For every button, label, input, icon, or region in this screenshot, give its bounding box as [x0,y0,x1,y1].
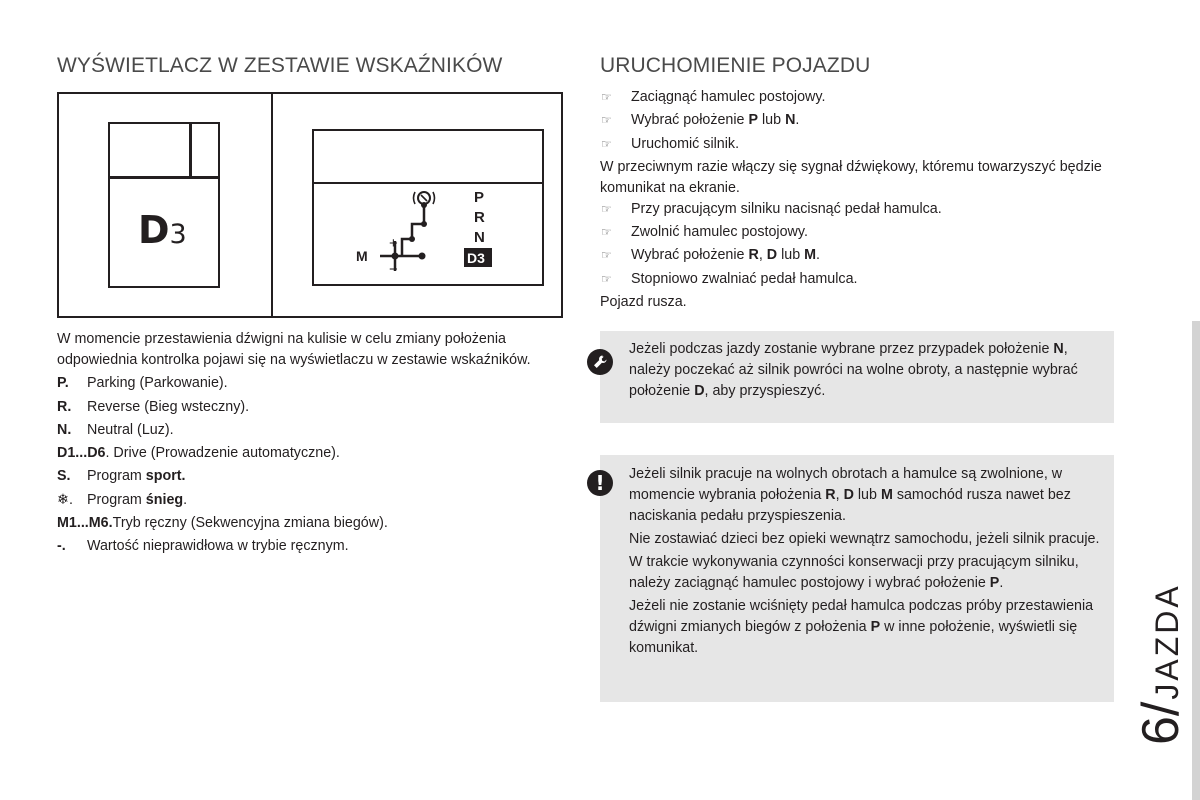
gear-indicator: D3 [138,208,187,252]
wrench-icon [587,349,613,375]
result-paragraph: Pojazd rusza. [600,294,687,311]
definition-item: M1...M6. Tryb ręczny (Sekwencyjna zmiana biegów). [57,515,388,532]
gear-gate-diagram [314,131,546,288]
definition-item: D1...D6 . Drive (Prowadzenie automatyczne). [57,445,340,462]
chapter-number: 6 [1132,716,1190,745]
gate-label-r: R [474,209,485,226]
definition-item: N. Neutral (Luz). [57,421,174,438]
pointing-hand-icon: ☞ [601,113,612,128]
gate-label-m: M [356,248,368,264]
display-panel-simple [108,122,220,288]
step-item: ☞ Wybrać położenie P lub N. [600,110,1120,131]
section-title-display: WYŚWIETLACZ W ZESTAWIE WSKAŹNIKÓW [57,54,503,77]
gate-label-n: N [474,229,485,246]
step-item: ☞ Przy pracującym silniku nacisnąć pedał hamulca. [600,199,1120,220]
section-title-start: URUCHOMIENIE POJAZDU [600,54,871,77]
pointing-hand-icon: ☞ [601,90,612,104]
left-body-text [57,329,567,557]
pointing-hand-icon: ☞ [601,225,612,240]
warning-paragraph: W przeciwnym razie włączy się sygnał dźwiękowy, któremu towarzyszyć będzie komunikat na ekranie. [600,158,1102,196]
warning-note: ! Jeżeli silnik pracuje na wolnych obrotach a hamulce są zwolnione, w momencie wybrania położenia R, D lub M samochód rusza nawet bez naciskania pedału przyspieszenia. Nie zostawiać dzieci bez opieki wewnątrz samochodu, jeżeli silnik pracuje. W trakcie wykonywania czynności konserwacji przy pracującym silniku, należy zaciągnąć hamulec postojowy i wybrać położenie P. Jeżeli nie zostanie wciśnięty pedał hamulca podczas próby przestawienia dźwigni zmianych biegów z położenia P w inne położenie, wyświetli się komunikat. [600,455,1114,702]
gate-label-minus: − [389,261,398,278]
figure-divider [271,94,273,316]
display-panel-gate [312,129,544,286]
definition-item: P. Parking (Parkowanie). [57,375,228,392]
definition-item: R. Reverse (Bieg wsteczny). [57,398,250,415]
info-note: Jeżeli podczas jazdy zostanie wybrane przez przypadek położenie N, należy poczekać aż silnik powróci na wolne obroty, a następnie wybrać położenie D, aby przyspieszyć. [600,331,1114,423]
definition-item: -. Wartość nieprawidłowa w trybie ręcznym. [57,538,349,555]
step-item: ☞ Uruchomić silnik. [600,134,1120,155]
gate-label-d3: D3 [467,250,485,266]
step-item: ☞ Wybrać położenie R, D lub M. [600,245,1120,266]
gear-display-figure [57,92,563,318]
chapter-tab-bar [1192,321,1200,800]
snowflake-icon: ❄. [57,491,73,508]
step-item: ☞ Zwolnić hamulec postojowy. [600,222,1120,243]
gate-label-plus: + [389,235,398,252]
chapter-label: 6/JAZDA [1132,583,1190,745]
exclamation-icon: ! [587,470,613,496]
chapter-name: JAZDA [1149,583,1185,700]
step-item: ☞ Zaciągnąć hamulec postojowy. [600,87,1120,108]
pointing-hand-icon: ☞ [601,271,612,286]
step-item: ☞ Stopniowo zwalniać pedał hamulca. [600,269,1120,290]
gate-label-p: P [474,189,485,206]
definition-item: S. Program sport. [57,468,186,485]
intro-paragraph: W momencie przestawienia dźwigni na kulisie w celu zmiany położenia odpowiednia kontrolka pojawi się na wyświetlaczu w zestawie wskaźników. [57,331,531,368]
definition-item: ❄. Program śnieg. [57,490,567,511]
right-body-text [600,87,1120,313]
pointing-hand-icon: ☞ [601,248,612,263]
pointing-hand-icon: ☞ [601,201,612,216]
pointing-hand-icon: ☞ [601,136,612,151]
